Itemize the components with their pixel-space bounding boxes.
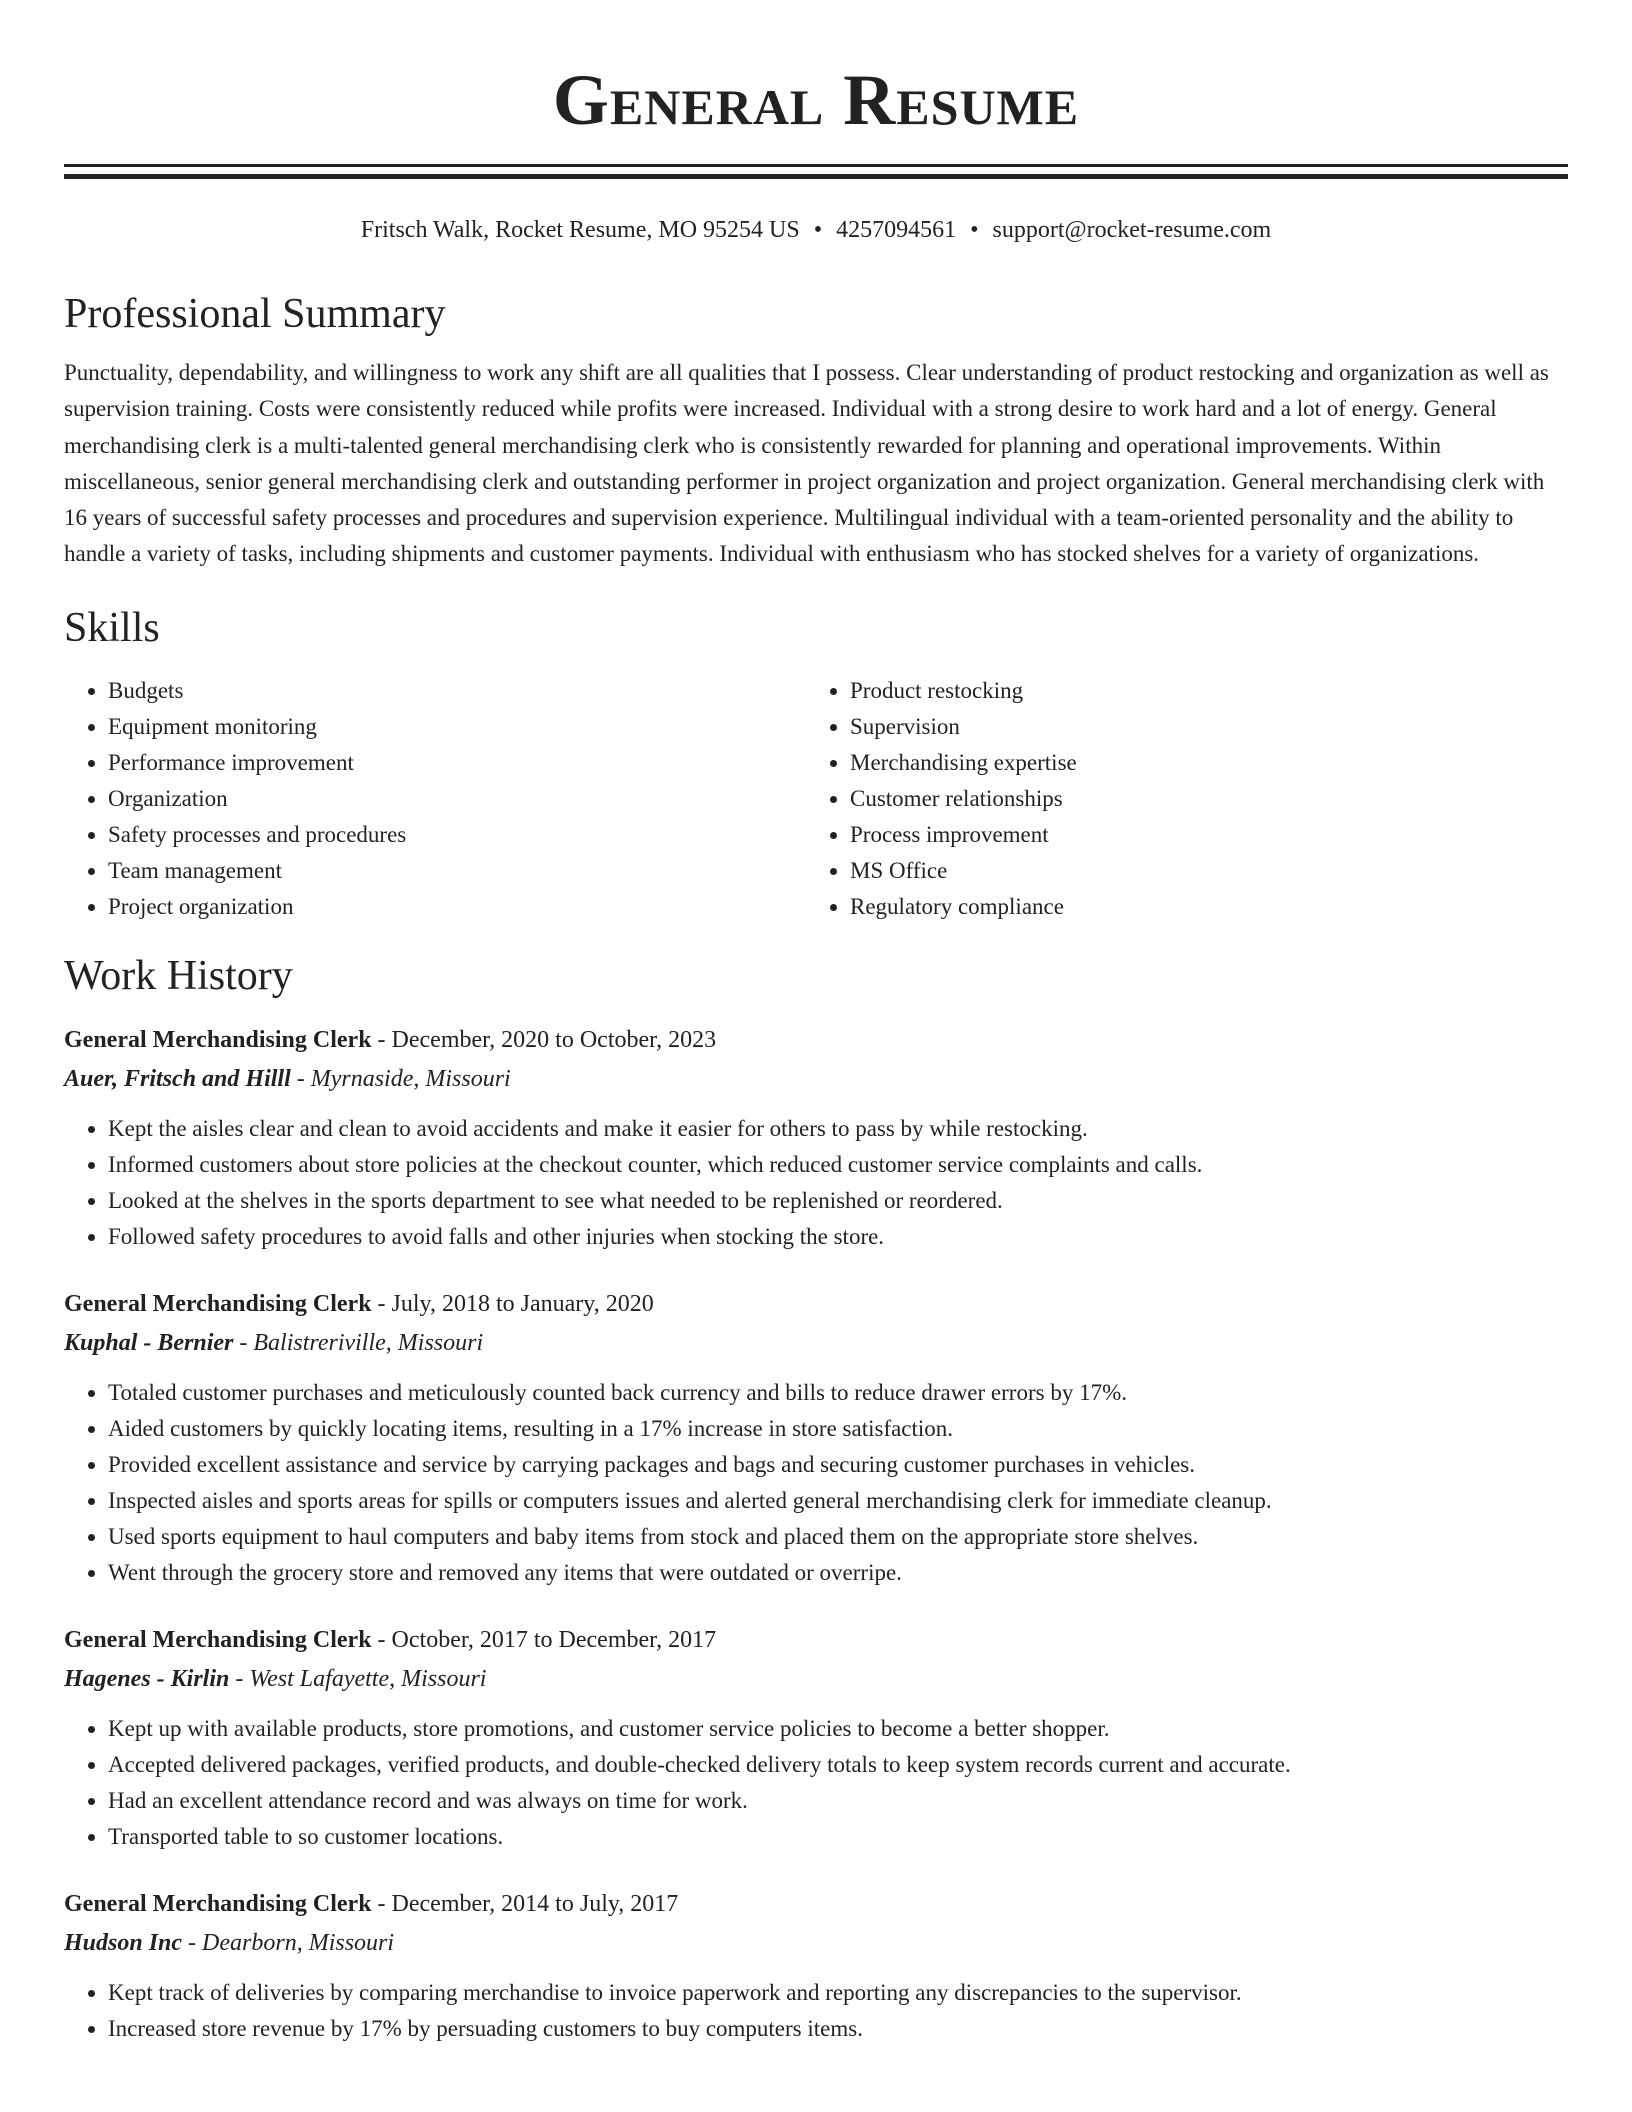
job-entry (64, 1621, 1568, 1855)
job-bullet: • Kept the aisles clear and clean to avoid accidents and make it easier for others to pass by while restocking. (108, 1111, 1568, 1147)
job-bullet: • Had an excellent attendance record and was always on time for work. (108, 1783, 1568, 1819)
job-dates: - December, 2020 to October, 2023 (371, 1026, 717, 1053)
job-title-line (64, 1621, 1568, 1659)
company-name: Hagenes - Kirlin (64, 1665, 230, 1692)
contact-phone: 4257094561 (836, 217, 957, 243)
job-bullet: • Totaled customer purchases and meticulously counted back currency and bills to reduce drawer errors by 17%. (108, 1375, 1568, 1411)
skill-item: • Team management (108, 853, 806, 889)
skill-item: • Merchandising expertise (850, 745, 1548, 781)
job-bullet: • Accepted delivered packages, verified products, and double-checked delivery totals to keep system records current and accurate. (108, 1747, 1568, 1783)
job-bullet: • Followed safety procedures to avoid falls and other injuries when stocking the store. (108, 1219, 1568, 1255)
company-line (64, 1923, 1568, 1963)
job-entry (64, 1021, 1568, 1255)
job-bullet: • Kept track of deliveries by comparing merchandise to invoice paperwork and reporting any discrepancies to the supervisor. (108, 1975, 1568, 2011)
company-location: - Myrnaside, Missouri (290, 1065, 511, 1092)
job-bullets (64, 1111, 1568, 1255)
job-bullet: • Increased store revenue by 17% by persuading customers to buy computers items. (108, 2011, 1568, 2047)
company-name: Hudson Inc (64, 1929, 183, 1956)
skills-columns (64, 673, 1568, 925)
skills-heading: Skills (64, 604, 160, 651)
job-bullet: • Inspected aisles and sports areas for spills or computers issues and alerted general merchandising clerk for immediate cleanup. (108, 1483, 1568, 1519)
resume-page (64, 0, 1568, 2047)
skill-item: • Performance improvement (108, 745, 806, 781)
company-location: - West Lafayette, Missouri (229, 1665, 487, 1692)
skill-item: • Budgets (108, 673, 806, 709)
job-dates: - July, 2018 to January, 2020 (371, 1290, 654, 1317)
skill-item: • Customer relationships (850, 781, 1548, 817)
skill-item: • Process improvement (850, 817, 1548, 853)
job-title-line (64, 1021, 1568, 1059)
contact-line (64, 215, 1568, 245)
job-bullet: • Transported table to so customer locations. (108, 1819, 1568, 1855)
title-rule-thin (64, 164, 1568, 167)
job-title: General Merchandising Clerk (64, 1290, 372, 1317)
company-line (64, 1323, 1568, 1363)
skill-item: • MS Office (850, 853, 1548, 889)
job-title-line (64, 1885, 1568, 1923)
skill-item: • Equipment monitoring (108, 709, 806, 745)
company-line (64, 1059, 1568, 1099)
job-bullet: • Used sports equipment to haul computers and baby items from stock and placed them on the appropriate store shelves. (108, 1519, 1568, 1555)
skill-item: • Regulatory compliance (850, 889, 1548, 925)
skill-item: • Product restocking (850, 673, 1548, 709)
job-bullets (64, 1711, 1568, 1855)
company-location: - Dearborn, Missouri (182, 1929, 395, 1956)
job-title-line (64, 1285, 1568, 1323)
contact-separator: • (813, 217, 823, 243)
job-bullet: • Provided excellent assistance and service by carrying packages and bags and securing customer purchases in vehicles. (108, 1447, 1568, 1483)
job-entry (64, 1285, 1568, 1591)
work-history-heading: Work History (64, 952, 293, 999)
contact-address: Fritsch Walk, Rocket Resume, MO 95254 US (360, 217, 800, 243)
company-name: Kuphal - Bernier (64, 1329, 234, 1356)
skills-list-left (64, 673, 806, 925)
job-title: General Merchandising Clerk (64, 1890, 372, 1917)
job-bullet: • Kept up with available products, store promotions, and customer service policies to become a better shopper. (108, 1711, 1568, 1747)
job-bullet: • Aided customers by quickly locating items, resulting in a 17% increase in store satisfaction. (108, 1411, 1568, 1447)
skill-item: • Project organization (108, 889, 806, 925)
skill-item: • Supervision (850, 709, 1548, 745)
skill-item: • Safety processes and procedures (108, 817, 806, 853)
contact-email: support@rocket-resume.com (992, 217, 1272, 243)
job-bullet: • Informed customers about store policies at the checkout counter, which reduced customer service complaints and calls. (108, 1147, 1568, 1183)
job-bullets (64, 1375, 1568, 1591)
job-dates: - October, 2017 to December, 2017 (371, 1626, 717, 1653)
job-title: General Merchandising Clerk (64, 1026, 372, 1053)
summary-heading: Professional Summary (64, 291, 446, 337)
job-dates: - December, 2014 to July, 2017 (371, 1890, 679, 1917)
job-entry (64, 1885, 1568, 2047)
job-title: General Merchandising Clerk (64, 1626, 372, 1653)
company-name: Auer, Fritsch and Hilll (64, 1065, 291, 1092)
title-rule-thick (64, 174, 1568, 179)
skills-list-right (806, 673, 1548, 925)
job-bullet: • Went through the grocery store and removed any items that were outdated or overripe. (108, 1555, 1568, 1591)
job-bullets (64, 1975, 1568, 2047)
skill-item: • Organization (108, 781, 806, 817)
job-bullet: • Looked at the shelves in the sports department to see what needed to be replenished or reordered. (108, 1183, 1568, 1219)
company-line (64, 1659, 1568, 1699)
resume-title: General Resume (552, 60, 1080, 140)
contact-separator: • (970, 217, 979, 243)
company-location: - Balistreriville, Missouri (233, 1329, 484, 1356)
summary-text: Punctuality, dependability, and willingness to work any shift are all qualities that I possess. Clear understanding of product restocking and organization as well as supervision training. Costs were consistently reduced while profits were increased. Individual with a strong desire to work hard and a lot of energy. General merchandising clerk is a multi-talented general merchandising clerk who is consistently rewarded for planning and operational improvements. Within miscellaneous, senior general merchandising clerk and outstanding performer in project organization and project organization. General merchandising clerk with 16 years of successful safety processes and procedures and supervision experience. Multilingual individual with a team-oriented personality and the ability to handle a variety of tasks, including shipments and customer payments. Individual with enthusiasm who has stocked shelves for a variety of organizations. (64, 360, 1549, 567)
